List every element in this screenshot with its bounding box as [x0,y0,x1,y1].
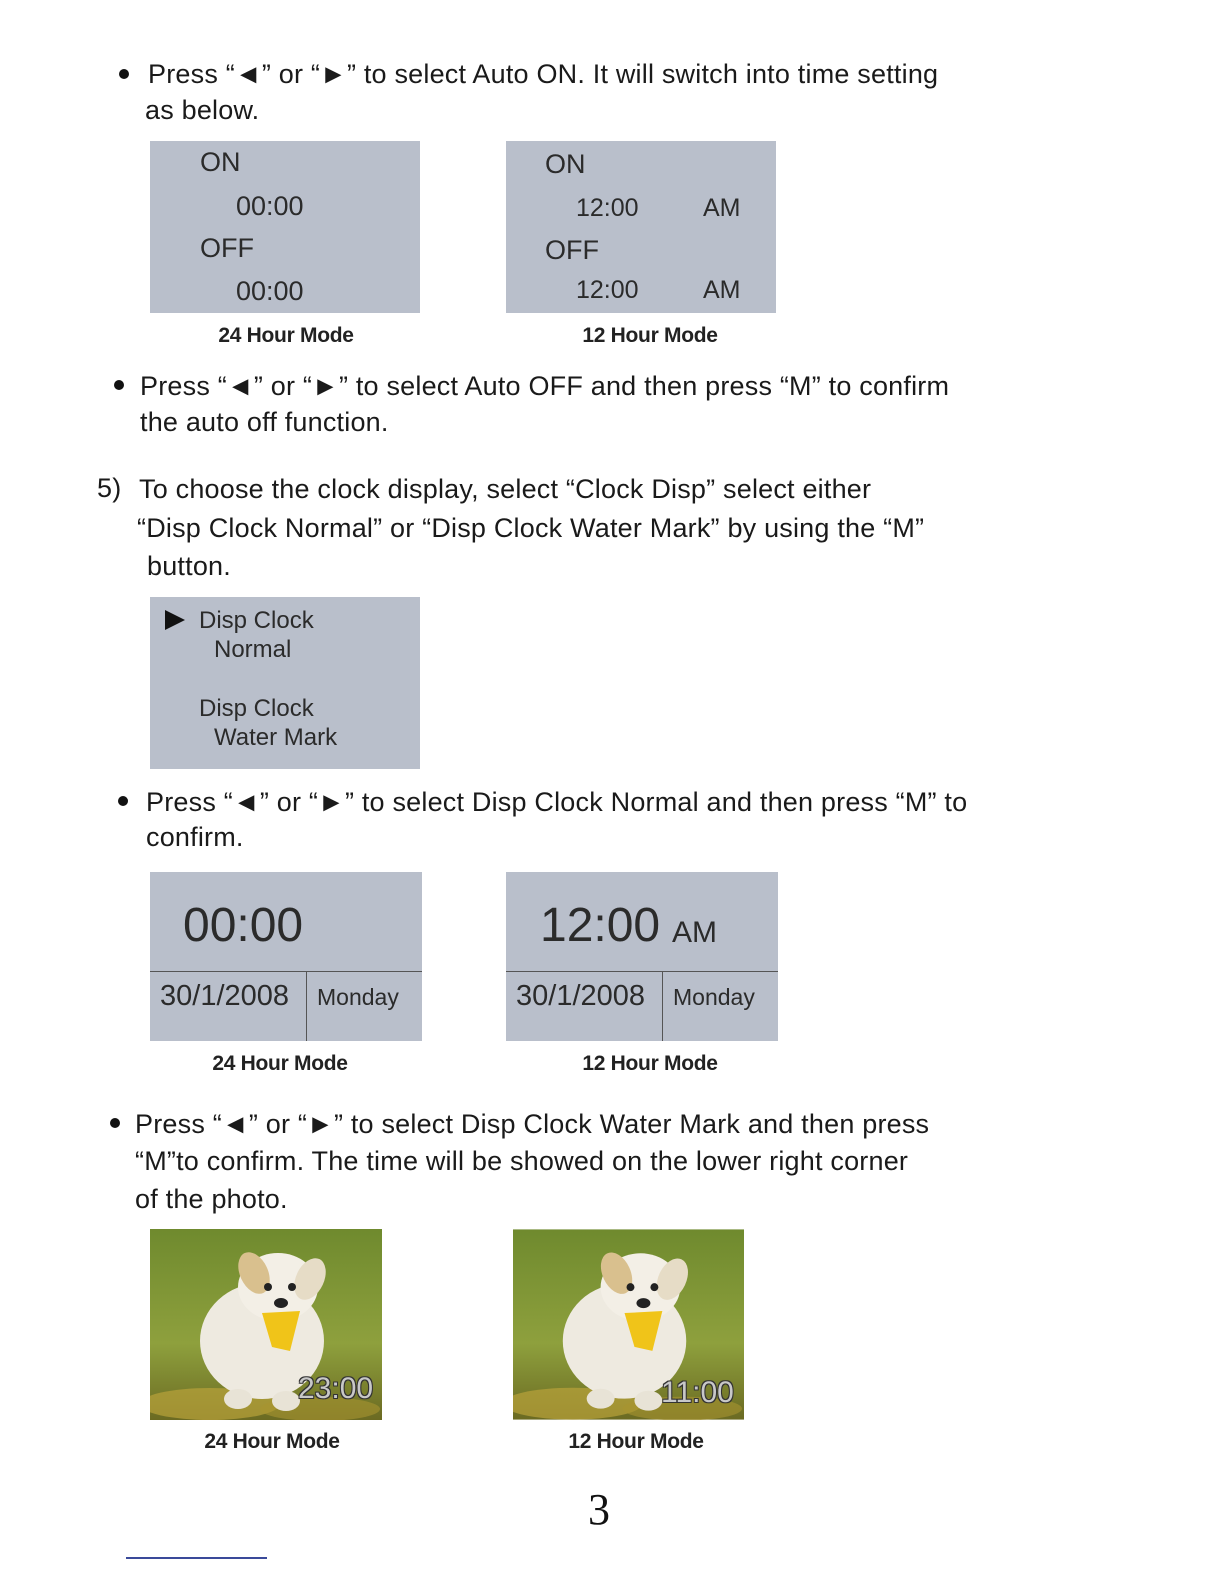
clock-normal-12h-screen [506,872,778,1041]
disp-clock-menu-screen [150,597,420,769]
option-normal-line-2: Normal [214,636,292,663]
bullet-4-line-3: of the photo. [135,1184,288,1214]
on-time: 00:00 [236,191,304,221]
on-label: ON [200,147,241,177]
divider [306,971,307,1041]
clock-normal-24h-screen [150,872,422,1041]
divider [662,971,663,1041]
off-time: 12:00 [576,276,639,304]
auto-on-24h-screen [150,141,420,313]
bullet-1-line-1: Press “◄” or “►” to select Auto ON. It will switch into time setting [148,59,939,89]
puppy-photo-24h [150,1229,382,1420]
divider [150,971,422,972]
footnote-rule [126,1557,267,1559]
on-time: 12:00 [576,194,639,222]
bullet-4-line-2: “M”to confirm. The time will be showed on the lower right corner [135,1146,909,1176]
clock-date: 30/1/2008 [516,980,646,1012]
caption-12h-watermark: 12 Hour Mode [568,1430,704,1453]
caption-24h-watermark: 24 Hour Mode [204,1430,340,1453]
on-ampm: AM [703,194,741,222]
bullet-3-line-2: confirm. [146,822,244,852]
bullet-4-line-1: Press “◄” or “►” to select Disp Clock Water Mark and then press [135,1109,930,1139]
option-normal-line-1: Disp Clock [199,607,314,634]
divider [506,971,778,972]
off-label: OFF [200,233,254,263]
clock-date: 30/1/2008 [160,980,290,1012]
bullet-2-line-1: Press “◄” or “►” to select Auto OFF and then press “M” to confirm [140,371,950,401]
clock-ampm: AM [672,916,717,949]
clock-day: Monday [673,984,755,1010]
bullet-dot [119,69,129,79]
clock-time: 00:00 [183,899,304,952]
step-5-line-3: button. [147,551,231,581]
on-label: ON [545,149,586,179]
off-time: 00:00 [236,276,304,306]
caption-24h-normal: 24 Hour Mode [212,1052,348,1075]
bullet-dot [110,1118,120,1128]
step-5-line-2: “Disp Clock Normal” or “Disp Clock Water Mark” by using the “M” [137,513,925,543]
clock-time: 12:00 [540,899,661,952]
caption-24h-auto: 24 Hour Mode [218,324,354,347]
clock-day: Monday [317,984,399,1010]
off-label: OFF [545,235,599,265]
bullet-dot [118,796,128,806]
watermark-time: 11:00 [661,1376,734,1409]
bullet-dot [114,380,124,390]
option-watermark-line-2: Water Mark [214,724,338,751]
step-number: 5) [97,473,122,503]
option-watermark-line-1: Disp Clock [199,695,314,722]
selection-arrow-icon [165,609,185,637]
page-number: 3 [588,1485,610,1534]
off-ampm: AM [703,276,741,304]
auto-on-12h-screen [506,141,776,313]
step-5-line-1: To choose the clock display, select “Clock Disp” select either [139,474,872,504]
caption-12h-auto: 12 Hour Mode [582,324,718,347]
bullet-1-line-2: as below. [145,95,260,125]
puppy-photo-12h [513,1229,744,1420]
bullet-3-line-1: Press “◄” or “►” to select Disp Clock Normal and then press “M” to [146,787,968,817]
caption-12h-normal: 12 Hour Mode [582,1052,718,1075]
watermark-time: 23:00 [298,1372,374,1405]
bullet-2-line-2: the auto off function. [140,407,389,437]
